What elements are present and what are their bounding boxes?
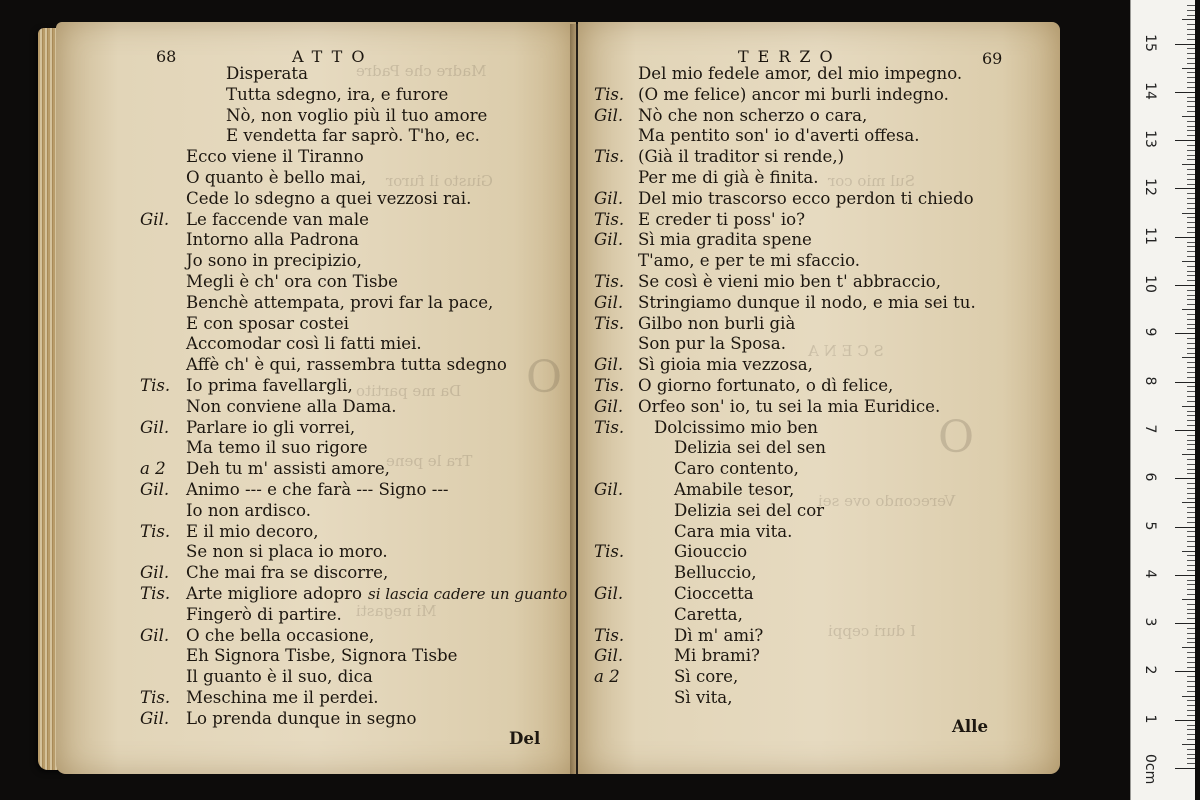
speaker-label: a 2 (594, 667, 620, 687)
ruler-tick (1187, 362, 1195, 363)
stage-direction: si lascia cadere un guanto (368, 585, 568, 603)
verse-line: Delizia sei del sen (674, 438, 826, 458)
left-page (56, 22, 576, 774)
verse-line: Nò che non scherzo o cara, (638, 105, 868, 125)
verse-line: O che bella occasione, (186, 625, 375, 645)
ruler-tick (1175, 44, 1195, 45)
ruler-tick (1187, 169, 1195, 170)
ruler-label: 1 (1142, 714, 1158, 724)
ruler-tick (1187, 319, 1195, 320)
speaker-label: Gil. (140, 625, 170, 645)
ruler-tick (1187, 401, 1195, 402)
verse-line: E creder ti poss' io? (638, 209, 806, 229)
ruler-tick (1187, 681, 1195, 682)
ruler-tick (1187, 314, 1195, 315)
verse-line: Le faccende van male (186, 209, 369, 229)
page-number-left: 68 (156, 47, 177, 66)
verse-line: Megli è ch' ora con Tisbe (186, 272, 398, 291)
ruler-tick (1187, 304, 1195, 305)
ruler-tick (1187, 676, 1195, 677)
bleed-through-text: Da me partito (356, 382, 462, 400)
ruler-tick (1187, 208, 1195, 209)
verse-line: Del mio trascorso ecco perdon ti chiedo (638, 188, 974, 208)
verse-line: Io prima favellargli, (186, 376, 353, 395)
ruler-label: 7 (1142, 424, 1158, 434)
ruler-tick (1187, 749, 1195, 750)
ruler-label: 12 (1142, 178, 1158, 197)
ruler-tick (1187, 691, 1195, 692)
ruler-tick (1187, 97, 1195, 98)
verse-line: Dì m' ami? (674, 625, 764, 645)
measurement-ruler (1130, 0, 1195, 800)
ruler-tick (1175, 623, 1195, 624)
ruler-label: 2 (1142, 665, 1158, 675)
ruler-tick (1187, 734, 1195, 735)
ruler-tick (1187, 135, 1195, 136)
ruler-label: 14 (1142, 81, 1158, 100)
ruler-tick (1187, 754, 1195, 755)
ruler-tick (1187, 338, 1195, 339)
right-page (578, 22, 1060, 774)
bleed-through-text: Tra le pene (386, 452, 473, 470)
ruler-tick (1187, 758, 1195, 759)
speaker-label: Tis. (140, 521, 171, 541)
ruler-tick (1187, 145, 1195, 146)
speaker-label: Gil. (594, 292, 624, 312)
bleed-through-text: S C E N A (808, 342, 884, 360)
ruler-tick (1175, 285, 1195, 286)
ruler-tick (1187, 53, 1195, 54)
ruler-label: 11 (1142, 226, 1158, 245)
page-number-right: 69 (982, 49, 1003, 68)
ruler-tick (1187, 48, 1195, 49)
speaker-label: Gil. (140, 480, 170, 499)
verse-line: O quanto è bello mai, (186, 168, 367, 187)
ruler-tick (1187, 39, 1195, 40)
ruler-tick (1187, 725, 1195, 726)
verse-line: E vendetta far saprò. T'ho, ec. (226, 126, 480, 146)
ruler-tick (1182, 357, 1195, 358)
ruler-tick (1187, 609, 1195, 610)
ruler-tick (1187, 246, 1195, 247)
verse-line: (Già il traditor si rende,) (638, 147, 845, 167)
speaker-label: Gil. (140, 708, 170, 728)
verse-line: Accomodar così li fatti miei. (186, 334, 422, 354)
ruler-tick (1187, 299, 1195, 300)
verse-line: Orfeo son' io, tu sei la mia Euridice. (638, 396, 941, 416)
ruler-tick (1175, 237, 1195, 238)
ruler-tick (1187, 541, 1195, 542)
ruler-tick (1187, 638, 1195, 639)
running-head-right: TERZO (738, 47, 842, 66)
ruler-tick (1187, 271, 1195, 272)
verse-line: Per me di già è finita. (638, 168, 819, 187)
ruler-label: 4 (1142, 569, 1158, 579)
ruler-tick (1182, 116, 1195, 117)
speaker-label: Gil. (594, 480, 624, 499)
verse-line: Son pur la Sposa. (638, 334, 786, 354)
ruler-tick (1175, 720, 1195, 721)
verse-line: Cara mia vita. (674, 521, 793, 541)
ruler-tick (1187, 343, 1195, 344)
ruler-tick (1175, 92, 1195, 93)
ruler-tick (1187, 464, 1195, 465)
ruler-tick (1187, 328, 1195, 329)
verse-line: (O me felice) ancor mi burli indegno. (638, 84, 949, 104)
ruler-tick (1187, 512, 1195, 513)
ruler-tick (1187, 72, 1195, 73)
speaker-label: Tis. (140, 688, 171, 707)
ruler-tick (1187, 232, 1195, 233)
verse-line: E il mio decoro, (186, 521, 319, 541)
verse-line: Deh tu m' assisti amore, (186, 459, 390, 479)
speaker-label: Gil. (594, 105, 624, 125)
ruler-tick (1187, 227, 1195, 228)
verse-line: Che mai fra se discorre, (186, 563, 389, 583)
ruler-label: 15 (1142, 33, 1158, 52)
ruler-tick (1187, 618, 1195, 619)
speaker-label: Tis. (594, 84, 625, 104)
verse-line: T'amo, e per te mi sfaccio. (638, 251, 861, 271)
ruler-tick (1182, 406, 1195, 407)
ruler-tick (1187, 77, 1195, 78)
ruler-tick (1187, 435, 1195, 436)
ruler-tick (1187, 290, 1195, 291)
ruler-tick (1187, 657, 1195, 658)
verse-line: E con sposar costei (186, 313, 349, 333)
ruler-tick (1187, 536, 1195, 537)
ruler-tick (1187, 763, 1195, 764)
speaker-label: Gil. (594, 230, 624, 250)
verse-line: Benchè attempata, provi far la pace, (186, 292, 494, 312)
ruler-tick (1187, 87, 1195, 88)
speaker-label: Tis. (594, 209, 625, 229)
ruler-tick (1187, 560, 1195, 561)
ruler-tick (1187, 34, 1195, 35)
ruler-tick (1187, 565, 1195, 566)
ruler-tick (1187, 522, 1195, 523)
ruler-tick (1187, 507, 1195, 508)
ruler-tick (1175, 188, 1195, 189)
ruler-tick (1187, 111, 1195, 112)
bleed-through-initial: O (938, 412, 975, 463)
speaker-label: Gil. (594, 646, 624, 666)
ruler-tick (1182, 502, 1195, 503)
bleed-through-text: Mi negasti (356, 602, 437, 620)
ruler-label: 0cm (1142, 754, 1158, 785)
verse-line: Tutta sdegno, ira, e furore (226, 84, 449, 104)
ruler-tick (1187, 372, 1195, 373)
ruler-tick (1187, 29, 1195, 30)
verse-line: Fingerò di partire. (186, 604, 342, 624)
verse-line: Sì vita, (674, 688, 733, 707)
ruler-tick (1187, 58, 1195, 59)
verse-line: Belluccio, (674, 563, 757, 583)
ruler-tick (1187, 251, 1195, 252)
verse-line: Sì gioia mia vezzosa, (638, 355, 813, 375)
verse-line: Cede lo sdegno a quei vezzosi rai. (186, 188, 472, 208)
ruler-tick (1187, 280, 1195, 281)
ruler-tick (1182, 309, 1195, 310)
bleed-through-text: Madre che Padre (356, 62, 487, 80)
bleed-through-text: Verecondo ove sei (818, 492, 956, 510)
catchword-left: Del (509, 728, 541, 748)
ruler-tick (1175, 768, 1195, 769)
ruler-tick (1187, 604, 1195, 605)
verse-line: Stringiamo dunque il nodo, e mia sei tu. (638, 292, 976, 312)
speaker-label: Tis. (594, 542, 625, 562)
bleed-through-text: Sul mio cor (828, 172, 915, 190)
ruler-tick (1187, 126, 1195, 127)
ruler-tick (1175, 430, 1195, 431)
ruler-tick (1187, 546, 1195, 547)
ruler-tick (1187, 425, 1195, 426)
ruler-tick (1187, 101, 1195, 102)
ruler-tick (1187, 642, 1195, 643)
ruler-tick (1187, 193, 1195, 194)
ruler-tick (1175, 478, 1195, 479)
ruler-tick (1187, 469, 1195, 470)
ruler-tick (1187, 594, 1195, 595)
ruler-tick (1182, 696, 1195, 697)
catchword-right: Alle (952, 716, 989, 736)
ruler-tick (1187, 570, 1195, 571)
speaker-label: Gil. (140, 209, 170, 229)
running-head-left: ATTO (292, 47, 374, 66)
ruler-tick (1187, 324, 1195, 325)
ruler-tick (1187, 159, 1195, 160)
bleed-through-text: I duri ceppi (828, 622, 916, 640)
ruler-tick (1175, 140, 1195, 141)
ruler-tick (1187, 705, 1195, 706)
speaker-label: Gil. (140, 417, 170, 437)
verse-line: O giorno fortunato, o dì felice, (638, 376, 894, 395)
speaker-label: a 2 (140, 459, 166, 479)
ruler-tick (1187, 275, 1195, 276)
speaker-label: Tis. (594, 625, 625, 645)
ruler-tick (1187, 24, 1195, 25)
ruler-tick (1187, 266, 1195, 267)
speaker-label: Tis. (140, 376, 171, 395)
speaker-label: Tis. (594, 417, 625, 437)
verse-line: Eh Signora Tisbe, Signora Tisbe (186, 646, 458, 666)
ruler-tick (1187, 367, 1195, 368)
ruler-tick (1187, 628, 1195, 629)
ruler-tick (1182, 261, 1195, 262)
ruler-tick (1187, 203, 1195, 204)
verse-line: Arte migliore adopro (186, 584, 363, 603)
ruler-tick (1182, 19, 1195, 20)
bleed-through-text: Giusto il furor (386, 172, 493, 190)
verse-line: Ma pentito son' io d'averti offesa. (638, 126, 920, 146)
verse-line: Se non si placa io moro. (186, 542, 388, 562)
ruler-tick (1187, 531, 1195, 532)
ruler-tick (1187, 391, 1195, 392)
ruler-tick (1187, 222, 1195, 223)
ruler-tick (1187, 198, 1195, 199)
ruler-tick (1187, 295, 1195, 296)
ruler-tick (1187, 739, 1195, 740)
verse-line: Mi brami? (674, 646, 760, 666)
ruler-tick (1187, 130, 1195, 131)
verse-line: Parlare io gli vorrei, (186, 417, 356, 437)
ruler-tick (1187, 256, 1195, 257)
ruler-tick (1187, 584, 1195, 585)
ruler-tick (1187, 377, 1195, 378)
ruler-tick (1187, 415, 1195, 416)
ruler-tick (1187, 633, 1195, 634)
ruler-tick (1175, 333, 1195, 334)
verse-line: Io non ardisco. (186, 500, 311, 520)
ruler-tick (1187, 667, 1195, 668)
speaker-label: Gil. (594, 396, 624, 416)
ruler-tick (1187, 686, 1195, 687)
ruler-tick (1187, 179, 1195, 180)
speaker-label: Tis. (594, 272, 625, 291)
ruler-tick (1187, 498, 1195, 499)
verse-line: Affè ch' è qui, rassembra tutta sdegno (186, 355, 507, 375)
verse-line: Amabile tesor, (674, 480, 795, 499)
ruler-tick (1187, 710, 1195, 711)
ruler-tick (1187, 700, 1195, 701)
ruler-tick (1182, 454, 1195, 455)
ruler-tick (1187, 106, 1195, 107)
ruler-tick (1182, 551, 1195, 552)
ruler-tick (1187, 652, 1195, 653)
ruler-tick (1182, 164, 1195, 165)
ruler-tick (1187, 348, 1195, 349)
ruler-tick (1187, 729, 1195, 730)
ruler-label: 9 (1142, 327, 1158, 337)
ruler-tick (1182, 68, 1195, 69)
ruler-tick (1187, 613, 1195, 614)
ruler-tick (1187, 121, 1195, 122)
ruler-tick (1187, 444, 1195, 445)
ruler-tick (1187, 483, 1195, 484)
speaker-label: Gil. (594, 584, 624, 603)
ruler-tick (1187, 715, 1195, 716)
ruler-tick (1187, 473, 1195, 474)
verse-line: Sì core, (674, 667, 739, 687)
ruler-label: 8 (1142, 376, 1158, 386)
speaker-label: Tis. (140, 584, 171, 603)
verse-line: Nò, non voglio più il tuo amore (226, 105, 488, 125)
ruler-tick (1187, 155, 1195, 156)
verse-line: Sì mia gradita spene (638, 230, 812, 250)
ruler-tick (1187, 449, 1195, 450)
ruler-label: 3 (1142, 617, 1158, 627)
ruler-tick (1175, 527, 1195, 528)
verse-line: Lo prenda dunque in segno (186, 708, 417, 728)
verse-line: Gilbo non burli già (638, 313, 796, 333)
ruler-tick (1187, 555, 1195, 556)
ruler-tick (1175, 382, 1195, 383)
ruler-tick (1182, 599, 1195, 600)
ruler-tick (1187, 396, 1195, 397)
ruler-tick (1187, 411, 1195, 412)
speaker-label: Gil. (594, 188, 624, 208)
verse-line: Dolcissimo mio ben (654, 417, 818, 437)
ruler-tick (1182, 744, 1195, 745)
ruler-tick (1187, 386, 1195, 387)
ruler-tick (1175, 671, 1195, 672)
speaker-label: Tis. (594, 147, 625, 167)
ruler-tick (1187, 15, 1195, 16)
ruler-tick (1187, 150, 1195, 151)
ruler-tick (1187, 488, 1195, 489)
verse-line: Disperata (226, 64, 308, 83)
ruler-tick (1187, 662, 1195, 663)
ruler-label: 6 (1142, 472, 1158, 482)
verse-line: Intorno alla Padrona (186, 230, 359, 250)
ruler-tick (1187, 217, 1195, 218)
speaker-label: Gil. (140, 563, 170, 583)
verse-line: Caretta, (674, 604, 743, 624)
verse-line: Ma temo il suo rigore (186, 438, 368, 458)
ruler-tick (1187, 353, 1195, 354)
verse-line: Cioccetta (674, 584, 754, 603)
ruler-tick (1187, 5, 1195, 6)
ruler-tick (1182, 647, 1195, 648)
ruler-tick (1182, 213, 1195, 214)
ruler-tick (1187, 493, 1195, 494)
verse-line: Ecco viene il Tiranno (186, 147, 364, 167)
ruler-tick (1187, 420, 1195, 421)
verse-line: Meschina me il perdei. (186, 688, 379, 707)
ruler-tick (1187, 517, 1195, 518)
verse-line: Animo --- e che farà --- Signo --- (186, 480, 449, 499)
ruler-tick (1187, 82, 1195, 83)
ruler-tick (1187, 440, 1195, 441)
speaker-label: Tis. (594, 313, 625, 333)
verse-line: Il guanto è il suo, dica (186, 667, 373, 687)
ruler-tick (1187, 242, 1195, 243)
speaker-label: Tis. (594, 376, 625, 395)
verse-line: Delizia sei del cor (674, 500, 825, 520)
verse-line: Del mio fedele amor, del mio impegno. (638, 64, 963, 83)
verse-line: Se così è vieni mio ben t' abbraccio, (638, 272, 942, 291)
ruler-label: 10 (1142, 275, 1158, 293)
speaker-label: Gil. (594, 355, 624, 375)
ruler-label: 5 (1142, 521, 1158, 530)
verse-line: Non conviene alla Dama. (186, 396, 397, 416)
ruler-tick (1187, 174, 1195, 175)
verse-line: Jo sono in precipizio, (186, 251, 362, 271)
ruler-tick (1187, 580, 1195, 581)
ruler-tick (1187, 184, 1195, 185)
bleed-through-initial: O (526, 352, 563, 403)
ruler-tick (1187, 10, 1195, 11)
ruler-tick (1187, 589, 1195, 590)
verse-line: Caro contento, (674, 459, 799, 479)
verse-line: Giouccio (674, 542, 748, 562)
ruler-tick (1187, 459, 1195, 460)
ruler-label: 13 (1142, 130, 1158, 148)
ruler-tick (1187, 63, 1195, 64)
ruler-tick (1175, 575, 1195, 576)
